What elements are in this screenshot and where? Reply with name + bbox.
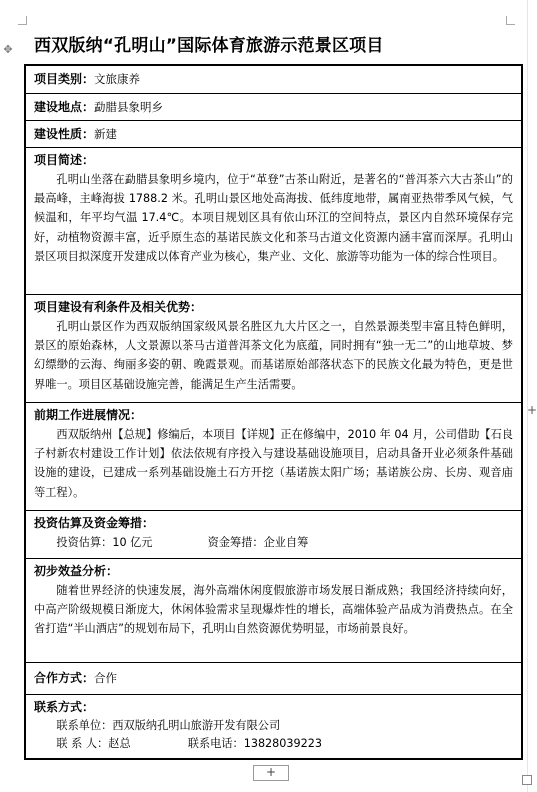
- advantages-label: 项目建设有利条件及相关优势：: [34, 300, 203, 314]
- preliminary-label: 前期工作进展情况：: [34, 408, 143, 422]
- benefit-label: 初步效益分析：: [34, 564, 119, 578]
- category-label: 项目类别：: [34, 72, 95, 86]
- advantages-text: 孔明山景区作为西双版纳国家级风景名胜区九大片区之一，自然景源类型丰富且特色鲜明，景区的原始森林，人文景源以茶马古道普洱茶文化为底蕴，同时拥有“独一无二”的山地草坡、梦幻缥缈的云海、绚丽多姿的朝、晚霞景观。而基诺原始部落状态下的民族文化最为特色，更是世界唯一。项目区基础设施完善，能满足生产生活需要。: [34, 320, 513, 391]
- summary-text: 孔明山坐落在勐腊县象明乡境内，位于“革登”古茶山附近，是著名的“普洱茶六大古茶山”的最高峰，主峰海拔 1788.2 米。孔明山景区地处高海拔、低纬度地带，属南亚热带季风气候，气候温和，年平均气温 17.4℃。本项目规划区具有依山环江的空间特点，景区内自然环境保存完好，动植物资源丰富，近乎原生态的基诺民族文化和茶马古道文化资源内涵丰富而深厚。孔明山景区项目拟深度开发建成以体育产业为核心，集产业、文化、旅游等功能为一体的综合性项目。: [34, 173, 513, 263]
- cooperation-value: 合作: [94, 671, 118, 685]
- contact-unit: 联系单位：西双版纳孔明山旅游开发有限公司: [56, 719, 281, 732]
- row-nature[interactable]: [26, 120, 521, 147]
- cooperation-label: 合作方式：: [34, 671, 95, 685]
- nature-label: 建设性质：: [34, 126, 95, 141]
- row-preliminary[interactable]: [26, 402, 521, 510]
- investment-line: [34, 533, 513, 552]
- location-value: 勐腊县象明乡: [94, 99, 164, 114]
- page-corner-mark: [506, 16, 515, 25]
- nature-value: 新建: [94, 126, 118, 141]
- row-advantages[interactable]: [26, 294, 521, 402]
- investment-estimate: 投资估算：10 亿元: [56, 536, 153, 549]
- project-table: [24, 64, 523, 760]
- summary-label: 项目简述：: [34, 153, 95, 167]
- scrollbar-track[interactable]: [527, 0, 535, 792]
- table-move-handle-icon[interactable]: ✥: [3, 43, 13, 56]
- investment-label: 投资估算及资金筹措：: [34, 516, 155, 530]
- location-label: 建设地点：: [34, 99, 95, 114]
- page-corner-mark: [18, 16, 27, 25]
- table-resize-handle[interactable]: [522, 775, 532, 785]
- investment-funding: 资金筹措：企业自筹: [207, 536, 309, 549]
- category-value: 文旅康养: [94, 72, 141, 86]
- contact-phone: 联系电话：13828039223: [187, 737, 322, 750]
- row-summary[interactable]: [26, 147, 521, 294]
- row-location[interactable]: [26, 93, 521, 120]
- row-benefit[interactable]: [26, 558, 521, 662]
- benefit-text: 随着世界经济的快速发展，海外高端休闲度假旅游市场发展日渐成熟；我国经济持续向好，中高产阶级规模日渐庞大，休闲体验需求呈现爆炸性的增长，高端体验产品成为消费热点。在全省打造“半山酒店”的规划布局下，孔明山自然资源优势明显，市场前景良好。: [34, 584, 513, 636]
- preliminary-text: 西双版纳州【总规】修编后，本项目【详规】正在修编中，2010 年 04 月，公司借助【石良子村新农村建设工作计划】依法依规有序投入与建设基础设施项目，启动具备开业必须条件基础设施的建设，已建成一系列基础设施土石方开挖（基诺族太阳广场；基诺族公房、长房、观音庙等工程）。: [34, 428, 513, 499]
- contact-label: 联系方式：: [34, 700, 95, 714]
- row-contact[interactable]: [26, 694, 521, 758]
- add-row-button[interactable]: +: [253, 765, 289, 781]
- contact-person: 联 系 人：赵总: [56, 737, 131, 750]
- row-category[interactable]: [26, 66, 521, 93]
- add-column-plus-icon[interactable]: +: [527, 403, 537, 417]
- page-title: 西双版纳“孔明山”国际体育旅游示范景区项目: [34, 36, 384, 56]
- row-cooperation[interactable]: [26, 662, 521, 694]
- contact-person-line: [34, 735, 513, 753]
- row-investment[interactable]: [26, 510, 521, 558]
